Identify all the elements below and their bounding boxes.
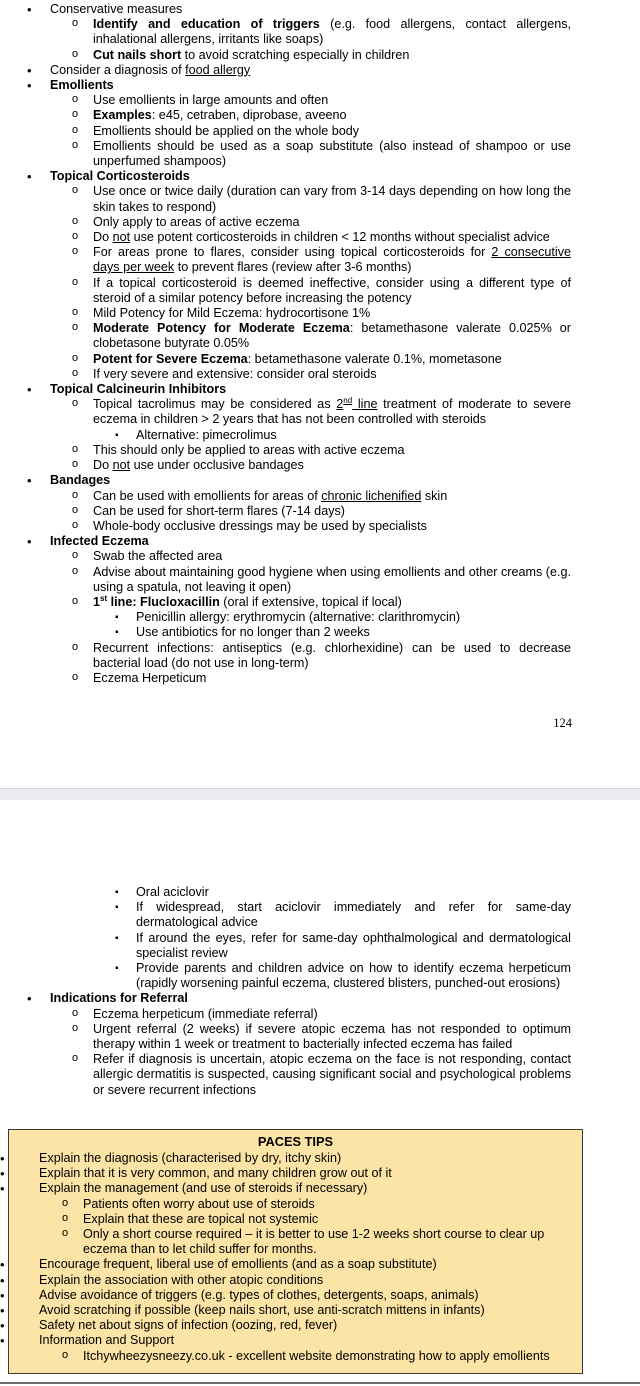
tips-item: [9, 1197, 584, 1212]
list-item-text: line: [352, 397, 378, 412]
tips-item: [9, 1288, 584, 1303]
tips-item-text: Explain that it is very common, and many children grow out of it: [39, 1166, 392, 1181]
list-item: [0, 321, 571, 351]
list-item-text: Consider a diagnosis of: [50, 62, 186, 77]
list-item: [0, 991, 571, 1006]
list-item-text: not: [112, 230, 131, 245]
tips-item-text: Explain the management (and use of steroids if necessary): [39, 1181, 368, 1196]
list-item: [0, 549, 571, 564]
list-item-text: Can be used for short-term flares (7-14 days): [93, 503, 345, 518]
list-item-text: Advise about maintaining good hygiene when using emollients and other creams (e.g. using a spatula, not leaving it open): [93, 564, 571, 594]
list-item: [0, 565, 571, 595]
tips-item-text: Explain that these are topical not systemic: [83, 1211, 319, 1226]
list-item-text: to prevent flares (review after 3-6 months): [174, 260, 412, 275]
list-item-text: Conservative measures: [50, 2, 183, 16]
list-item: [0, 443, 571, 458]
list-item-text: Indications for Referral: [50, 991, 188, 1006]
list-item: [0, 48, 571, 63]
list-item: [0, 230, 571, 245]
list-item-text: to avoid scratching especially in children: [181, 47, 410, 62]
tips-item-text: Safety net about signs of infection (oozing, red, fever): [39, 1318, 338, 1333]
page-number: 124: [553, 716, 572, 730]
list-item: [0, 519, 571, 534]
tips-item-text: Avoid scratching if possible (keep nails short, use anti-scratch mittens in infants): [39, 1303, 485, 1318]
tips-item: [9, 1349, 584, 1364]
management-list-page-2: [0, 885, 571, 1098]
tips-item: [9, 1212, 584, 1227]
list-item-text: If a topical corticosteroid is deemed ineffective, consider using a different type of steroid of a similar potency before increasing the potency: [93, 275, 571, 305]
list-item-text: 2: [336, 397, 344, 412]
list-item-text: 1: [93, 594, 101, 609]
list-item-text: Use emollients in large amounts and often: [93, 93, 329, 108]
list-item: [0, 367, 571, 382]
list-item: [0, 961, 571, 991]
list-item-text: Emollients: [50, 78, 114, 93]
list-item: [0, 489, 571, 504]
list-item: [0, 276, 571, 306]
list-item-text: not: [112, 458, 131, 473]
list-item-text: Potent for Severe Eczema: [93, 351, 248, 366]
list-item-text: Do: [93, 458, 113, 473]
list-item-text: : betamethasone valerate 0.1%, mometasone: [247, 351, 502, 366]
list-item-text: food allergy: [185, 62, 251, 77]
tips-item: [9, 1318, 584, 1333]
list-item-text: This should only be applied to areas with active eczema: [93, 442, 405, 457]
list-item: [0, 625, 571, 640]
list-item: [0, 306, 571, 321]
list-item: [0, 1052, 571, 1098]
list-item-text: chronic lichenified: [321, 488, 422, 503]
bottom-divider: [0, 1382, 640, 1384]
list-item-text: Topical tacrolimus may be considered as: [93, 397, 337, 412]
list-item: [0, 78, 571, 93]
list-item: [0, 671, 571, 686]
tips-item: [9, 1303, 584, 1318]
list-item-text: Can be used with emollients for areas of: [93, 488, 322, 503]
list-item: [0, 352, 571, 367]
list-item-text: Whole-body occlusive dressings may be used by specialists: [93, 518, 427, 533]
tips-item-text: Patients often worry about use of steroids: [83, 1196, 315, 1211]
list-item: [0, 108, 571, 123]
list-item-text: Alternative: pimecrolimus: [136, 427, 277, 442]
tips-item-text: Explain the association with other atopic conditions: [39, 1272, 324, 1287]
list-item: [0, 184, 571, 214]
list-item-text: Only apply to areas of active eczema: [93, 214, 300, 229]
list-item-text: Examples: [93, 108, 152, 123]
list-item-text: line: Flucloxacillin: [107, 594, 220, 609]
tips-item: [9, 1257, 584, 1272]
list-item-text: skin: [421, 488, 448, 503]
list-item: [0, 900, 571, 930]
list-item-text: (e.g. food allergens, contact allergens, inhalational allergens, irritants like soaps): [93, 17, 571, 47]
list-item-text: Swab the affected area: [93, 549, 223, 564]
list-item-text: If widespread, start aciclovir immediately and refer for same-day dermatological advice: [136, 900, 571, 930]
tips-item: [9, 1166, 584, 1181]
list-item-text: Use antibiotics for no longer than 2 weeks: [136, 625, 370, 640]
list-item-text: use potent corticosteroids in children < 12 months without specialist advice: [130, 230, 550, 245]
list-item-text: Bandages: [50, 473, 111, 488]
list-item-text: Recurrent infections: antiseptics (e.g. chlorhexidine) can be used to decrease bacterial load (do not use in long-term): [93, 640, 571, 670]
list-item: [0, 215, 571, 230]
list-item-text: : e45, cetraben, diprobase, aveeno: [151, 108, 347, 123]
list-item: [0, 504, 571, 519]
list-item: [0, 641, 571, 671]
list-item-text: For areas prone to flares, consider using topical corticosteroids for: [93, 245, 492, 260]
tips-item: [9, 1227, 584, 1257]
list-item: [0, 397, 571, 427]
list-item-text: Oral aciclovir: [136, 885, 209, 899]
list-item-text: Moderate Potency for Moderate Eczema: [93, 321, 350, 336]
list-item: [0, 139, 571, 169]
list-item: [0, 2, 571, 17]
list-item-text: Infected Eczema: [50, 534, 149, 549]
list-item-text: Refer if diagnosis is uncertain, atopic eczema on the face is not responding, contact allergic dermatitis is suspected, causing significant social and psychological problems or severe recurrent infections: [93, 1052, 571, 1097]
list-item: [0, 610, 571, 625]
list-item-text: Emollients should be applied on the whole body: [93, 123, 360, 138]
list-item-text: treatment of moderate to severe eczema in children > 2 years that has not been controlled with steroids: [93, 397, 572, 427]
list-item-text: Urgent referral (2 weeks) if severe atopic eczema has not responded to optimum therapy within 1 week or treatment to bacterially infected eczema has failed: [93, 1021, 571, 1052]
list-item-text: : betamethasone valerate 0.025% or clobetasone butyrate 0.05%: [93, 321, 571, 351]
list-item-text: Mild Potency for Mild Eczema: hydrocortisone 1%: [93, 306, 371, 321]
list-item-text: use under occlusive bandages: [130, 458, 304, 473]
tips-item: [9, 1181, 584, 1196]
list-item: [0, 885, 571, 900]
list-item-text: Eczema herpeticum (immediate referral): [93, 1006, 318, 1021]
tips-item-text: Information and Support: [39, 1333, 175, 1348]
list-item-text: If around the eyes, refer for same-day ophthalmological and dermatological specialist review: [136, 930, 571, 960]
tips-item-text: Only a short course required – it is better to use 1-2 weeks short course to clear up eczema than to let child suffer for months.: [83, 1227, 545, 1257]
paces-tips-title: PACES TIPS: [257, 1134, 334, 1149]
list-item: [0, 17, 571, 47]
list-item: [0, 428, 571, 443]
list-item-text: nd: [343, 396, 353, 406]
list-item: [0, 93, 571, 108]
list-item-text: (oral if extensive, topical if local): [219, 594, 402, 609]
paces-tips-box: [8, 1129, 583, 1374]
tips-item-text: Advise avoidance of triggers (e.g. types of clothes, detergents, soaps, animals): [39, 1287, 479, 1302]
list-item: [0, 1007, 571, 1022]
list-item: [0, 63, 571, 78]
list-item-text: Penicillin allergy: erythromycin (alternative: clarithromycin): [136, 610, 461, 625]
list-item: [0, 1022, 571, 1052]
tips-item-text: Explain the diagnosis (characterised by dry, itchy skin): [39, 1151, 342, 1165]
list-item-text: Provide parents and children advice on how to identify eczema herpeticum (rapidly worsening painful eczema, clustered blisters, punched-out erosions): [136, 961, 571, 991]
list-item-text: Cut nails short: [93, 47, 182, 62]
list-item-text: Eczema Herpeticum: [93, 670, 207, 685]
list-item-text: Use once or twice daily (duration can vary from 3-14 days depending on how long the skin takes to respond): [93, 184, 571, 214]
tips-item: [9, 1151, 584, 1166]
list-item: [0, 169, 571, 184]
list-item: [0, 473, 571, 488]
management-list-page-1: [0, 2, 571, 686]
tips-item: [9, 1273, 584, 1288]
paces-tips-list: [9, 1151, 584, 1364]
list-item-text: Emollients should be used as a soap substitute (also instead of shampoo or use unperfumed shampoos): [93, 138, 571, 169]
list-item-text: st: [100, 593, 108, 603]
list-item: [0, 534, 571, 549]
list-item: [0, 595, 571, 610]
tips-item-text: Encourage frequent, liberal use of emollients (and as a soap substitute): [39, 1257, 437, 1272]
list-item: [0, 245, 571, 275]
list-item: [0, 458, 571, 473]
tips-item-text: Itchywheezysneezy.co.uk - excellent website demonstrating how to apply emollients: [83, 1348, 550, 1363]
list-item-text: Topical Calcineurin Inhibitors: [50, 382, 227, 397]
list-item: [0, 931, 571, 961]
list-item: [0, 124, 571, 139]
list-item: [0, 382, 571, 397]
list-item-text: Topical Corticosteroids: [50, 169, 190, 184]
tips-item: [9, 1333, 584, 1348]
list-item-text: If very severe and extensive: consider oral steroids: [93, 366, 377, 381]
list-item-text: Do: [93, 230, 113, 245]
list-item-text: 2 consecutive days per week: [93, 245, 571, 275]
list-item-text: Identify and education of triggers: [93, 17, 320, 32]
